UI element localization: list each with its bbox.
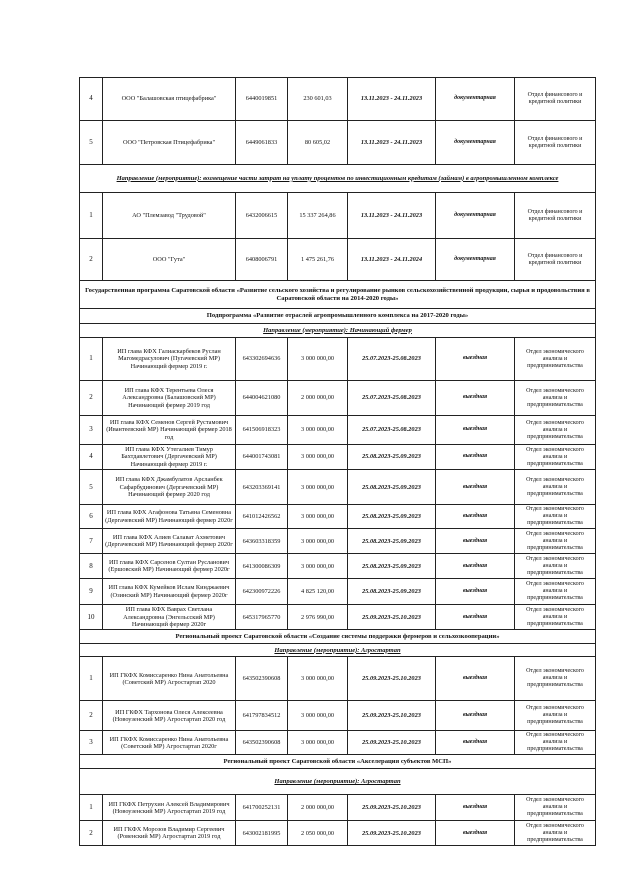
responsible-department: Отдел экономического анализа и предпринимательства xyxy=(515,505,596,529)
inn-cell: 643502390608 xyxy=(236,731,288,755)
responsible-department: Отдел экономического анализа и предпринимательства xyxy=(515,338,596,381)
inspection-form: документарная xyxy=(436,193,515,239)
responsible-department: Отдел финансового и кредитной политики xyxy=(515,193,596,239)
responsible-department: Отдел экономического анализа и предпринимательства xyxy=(515,579,596,605)
table-row xyxy=(80,701,596,731)
responsible-department: Отдел экономического анализа и предпринимательства xyxy=(515,381,596,416)
inspection-period: 25.07.2023-25.08.2023 xyxy=(348,416,436,445)
entity-name: ИП глава КФХ Терентьева Олеся Александровна (Балашовский МР) Начинающий фермер 2019 год xyxy=(103,381,236,416)
program-title: Региональный проект Саратовской области «Создание системы поддержки фермеров и сельхозкооперации» xyxy=(80,630,596,644)
table-row xyxy=(80,121,596,165)
entity-name: ИП глава КФХ Семенов Сергей Рустамович (Ивантеевский МР) Начинающий фермер 2018 год xyxy=(103,416,236,445)
program-title: Государственная программа Саратовской области «Развитие сельского хозяйства и регулирование рынков сельскохозяйственной продукции, сырья и продовольствия в Саратовской области на 2014-2020 годы» xyxy=(80,281,596,309)
table-row xyxy=(80,529,596,554)
inn-cell: 642300972226 xyxy=(236,579,288,605)
table-row xyxy=(80,505,596,529)
inspection-period: 25.08.2023-25.09.2023 xyxy=(348,505,436,529)
table-row xyxy=(80,657,596,701)
entity-name: ИП глава КФХ Сарсенов Султан Русланович (Ершовский МР) Начинающий фермер 2020г xyxy=(103,554,236,579)
responsible-department: Отдел экономического анализа и предпринимательства xyxy=(515,795,596,821)
table-row xyxy=(80,239,596,281)
table-row xyxy=(80,470,596,505)
row-number: 3 xyxy=(80,416,103,445)
inn-cell: 643603318359 xyxy=(236,529,288,554)
inspection-form: выездная xyxy=(436,381,515,416)
inn-cell: 6440019851 xyxy=(236,78,288,121)
row-number: 4 xyxy=(80,78,103,121)
inspection-period: 25.08.2023-25.09.2023 xyxy=(348,579,436,605)
row-number: 5 xyxy=(80,470,103,505)
table-row xyxy=(80,605,596,630)
entity-name: ИП глава КФХ Агафонова Татьяна Семеновна (Дергачевский МР) Начинающий фермер 2020г xyxy=(103,505,236,529)
subsidy-amount: 3 000 000,00 xyxy=(288,529,348,554)
inspection-form: выездная xyxy=(436,821,515,846)
subsidy-amount: 3 000 000,00 xyxy=(288,338,348,381)
entity-name: ИП ГКФХ Комиссаренко Нина Анатольевна (Советский МР) Агростартап 2020г xyxy=(103,731,236,755)
direction-row xyxy=(80,644,596,657)
table-row xyxy=(80,445,596,470)
row-number: 10 xyxy=(80,605,103,630)
inspection-form: документарная xyxy=(436,121,515,165)
direction-row xyxy=(80,769,596,795)
subsidy-amount: 3 000 000,00 xyxy=(288,445,348,470)
row-number: 1 xyxy=(80,193,103,239)
direction-title: Направление (мероприятие): Начинающий фермер xyxy=(80,324,596,338)
row-number: 2 xyxy=(80,381,103,416)
inspection-form: документарная xyxy=(436,239,515,281)
table-row xyxy=(80,731,596,755)
responsible-department: Отдел финансового и кредитной политики xyxy=(515,121,596,165)
direction-title: Направление (мероприятие): возмещение части затрат на уплату процентов по инвестиционным кредитам (займам) в агропромышленном комплексе xyxy=(80,165,596,193)
inspection-period: 25.09.2023-25.10.2023 xyxy=(348,701,436,731)
program-heading-row xyxy=(80,309,596,324)
entity-name: ИП ГКФХ Морозов Владимир Сергеевич (Ровенский МР) Агростартап 2019 год xyxy=(103,821,236,846)
responsible-department: Отдел экономического анализа и предпринимательства xyxy=(515,605,596,630)
inspection-form: выездная xyxy=(436,338,515,381)
direction-title: Направление (мероприятие): Агростартап xyxy=(80,769,596,795)
subsidy-amount: 15 337 264,86 xyxy=(288,193,348,239)
program-title: Подпрограмма «Развитие отраслей агропромышленного комплекса на 2017-2020 годы» xyxy=(80,309,596,324)
subsidy-amount: 2 976 990,00 xyxy=(288,605,348,630)
row-number: 8 xyxy=(80,554,103,579)
inspection-period: 13.11.2023 - 24.11.2023 xyxy=(348,193,436,239)
subsidy-amount: 2 000 000,00 xyxy=(288,381,348,416)
inspection-form: выездная xyxy=(436,416,515,445)
row-number: 4 xyxy=(80,445,103,470)
inn-cell: 641797834512 xyxy=(236,701,288,731)
entity-name: ИП ГКФХ Комиссаренко Нина Анатольевна (Советский МР) Агростартап 2020 xyxy=(103,657,236,701)
row-number: 9 xyxy=(80,579,103,605)
table-row xyxy=(80,381,596,416)
inn-cell: 643502390608 xyxy=(236,657,288,701)
inn-cell: 643203369141 xyxy=(236,470,288,505)
row-number: 3 xyxy=(80,731,103,755)
table-row xyxy=(80,554,596,579)
entity-name: ИП ГКФХ Петрухин Алексей Владимирович (Новоузенский МР) Агростартап 2019 год xyxy=(103,795,236,821)
inspection-form: выездная xyxy=(436,731,515,755)
subsidy-amount: 80 605,02 xyxy=(288,121,348,165)
subsidy-amount: 3 000 000,00 xyxy=(288,657,348,701)
table-row xyxy=(80,416,596,445)
inspection-form: документарная xyxy=(436,78,515,121)
program-heading-row xyxy=(80,281,596,309)
subsidy-amount: 2 000 000,00 xyxy=(288,795,348,821)
inn-cell: 641012426562 xyxy=(236,505,288,529)
inn-cell: 641700252131 xyxy=(236,795,288,821)
responsible-department: Отдел экономического анализа и предпринимательства xyxy=(515,529,596,554)
inspection-period: 25.07.2023-25.08.2023 xyxy=(348,338,436,381)
inspection-form: выездная xyxy=(436,605,515,630)
subsidy-amount: 3 000 000,00 xyxy=(288,505,348,529)
inspection-period: 13.11.2023 - 24.11.2023 xyxy=(348,78,436,121)
inspection-form: выездная xyxy=(436,529,515,554)
row-number: 1 xyxy=(80,795,103,821)
inspection-form: выездная xyxy=(436,701,515,731)
inspection-period: 25.08.2023-25.09.2023 xyxy=(348,554,436,579)
inn-cell: 644004621080 xyxy=(236,381,288,416)
row-number: 7 xyxy=(80,529,103,554)
entity-name: ИП глава КФХ Кумейков Ислам Кинджаевич (Озинский МР) Начинающий фермер 2020г xyxy=(103,579,236,605)
row-number: 1 xyxy=(80,657,103,701)
inspection-period: 25.09.2023-25.10.2023 xyxy=(348,795,436,821)
inspection-form: выездная xyxy=(436,470,515,505)
direction-row xyxy=(80,324,596,338)
row-number: 1 xyxy=(80,338,103,381)
direction-title: Направление (мероприятие): Агростартап xyxy=(80,644,596,657)
subsidy-amount: 2 050 000,00 xyxy=(288,821,348,846)
inspection-form: выездная xyxy=(436,657,515,701)
subsidy-amount: 230 601,03 xyxy=(288,78,348,121)
inn-cell: 641506918323 xyxy=(236,416,288,445)
subsidy-amount: 3 000 000,00 xyxy=(288,701,348,731)
inspection-form: выездная xyxy=(436,445,515,470)
row-number: 2 xyxy=(80,701,103,731)
inspection-period: 13.11.2023 - 24.11.2024 xyxy=(348,239,436,281)
inspection-form: выездная xyxy=(436,579,515,605)
inn-cell: 645317965770 xyxy=(236,605,288,630)
inn-cell: 643002181995 xyxy=(236,821,288,846)
entity-name: ООО "Петровская Птицефабрика" xyxy=(103,121,236,165)
subsidy-amount: 3 000 000,00 xyxy=(288,416,348,445)
row-number: 6 xyxy=(80,505,103,529)
inspection-form: выездная xyxy=(436,554,515,579)
entity-name: ИП глава КФХ Ваврах Светлана Александровна (Энгельсский МР) Начинающий фермер 2020г xyxy=(103,605,236,630)
responsible-department: Отдел экономического анализа и предпринимательства xyxy=(515,470,596,505)
inspection-form: выездная xyxy=(436,505,515,529)
inspection-plan-table xyxy=(79,77,596,846)
entity-name: ИП глава КФХ Утегалиев Тимур Бахтдавлетович (Дергачевский МР) Начинающий фермер 2019 г. xyxy=(103,445,236,470)
inspection-period: 25.09.2023-25.10.2023 xyxy=(348,731,436,755)
program-heading-row xyxy=(80,630,596,644)
inspection-plan-table-container xyxy=(79,77,595,846)
responsible-department: Отдел экономического анализа и предпринимательства xyxy=(515,445,596,470)
responsible-department: Отдел финансового и кредитной политики xyxy=(515,78,596,121)
inspection-form: выездная xyxy=(436,795,515,821)
inspection-period: 25.08.2023-25.09.2023 xyxy=(348,529,436,554)
direction-row xyxy=(80,165,596,193)
table-row xyxy=(80,795,596,821)
responsible-department: Отдел экономического анализа и предпринимательства xyxy=(515,701,596,731)
entity-name: АО "Племзавод "Трудовой" xyxy=(103,193,236,239)
subsidy-amount: 3 000 000,00 xyxy=(288,470,348,505)
responsible-department: Отдел экономического анализа и предпринимательства xyxy=(515,821,596,846)
table-row xyxy=(80,78,596,121)
inspection-period: 25.09.2023-25.10.2023 xyxy=(348,605,436,630)
inn-cell: 644001743081 xyxy=(236,445,288,470)
inn-cell: 6408006791 xyxy=(236,239,288,281)
program-title: Региональный проект Саратовской области «Акселерация субъектов МСП» xyxy=(80,755,596,769)
inn-cell: 641300086309 xyxy=(236,554,288,579)
inspection-period: 25.07.2023-25.08.2023 xyxy=(348,381,436,416)
inspection-period: 25.08.2023-25.09.2023 xyxy=(348,470,436,505)
inspection-period: 25.08.2023-25.09.2023 xyxy=(348,445,436,470)
inn-cell: 643302694636 xyxy=(236,338,288,381)
responsible-department: Отдел экономического анализа и предпринимательства xyxy=(515,416,596,445)
table-row xyxy=(80,821,596,846)
subsidy-amount: 1 475 261,76 xyxy=(288,239,348,281)
entity-name: ИП глава КФХ Алиев Салават Ахметович (Дергачевский МР) Начинающий фермер 2020г xyxy=(103,529,236,554)
inspection-period: 25.09.2023-25.10.2023 xyxy=(348,657,436,701)
subsidy-amount: 4 825 120,00 xyxy=(288,579,348,605)
responsible-department: Отдел экономического анализа и предпринимательства xyxy=(515,657,596,701)
responsible-department: Отдел экономического анализа и предпринимательства xyxy=(515,554,596,579)
row-number: 2 xyxy=(80,239,103,281)
entity-name: ООО "Гута" xyxy=(103,239,236,281)
table-row xyxy=(80,193,596,239)
inn-cell: 6432006615 xyxy=(236,193,288,239)
entity-name: ИП глава КФХ Джамбулатов Арсланбек Сафарбудинович (Дергачевский МР) Начинающий фермер 2020 год xyxy=(103,470,236,505)
entity-name: ООО "Балашовская птицефабрика" xyxy=(103,78,236,121)
table-body xyxy=(80,78,596,846)
entity-name: ИП ГКФХ Тархонова Олеся Алексеевна (Новоузенский МР) Агростартап 2020 год xyxy=(103,701,236,731)
program-heading-row xyxy=(80,755,596,769)
row-number: 5 xyxy=(80,121,103,165)
row-number: 2 xyxy=(80,821,103,846)
entity-name: ИП глава КФХ Галиаскарбеков Руслан Магомедрасулович (Пугачевский МР) Начинающий фермер 2019 г. xyxy=(103,338,236,381)
subsidy-amount: 3 000 000,00 xyxy=(288,731,348,755)
responsible-department: Отдел экономического анализа и предпринимательства xyxy=(515,731,596,755)
inspection-period: 25.09.2023-25.10.2023 xyxy=(348,821,436,846)
responsible-department: Отдел финансового и кредитной политики xyxy=(515,239,596,281)
inspection-period: 13.11.2023 - 24.11.2023 xyxy=(348,121,436,165)
table-row xyxy=(80,579,596,605)
inn-cell: 6449061833 xyxy=(236,121,288,165)
table-row xyxy=(80,338,596,381)
subsidy-amount: 3 000 000,00 xyxy=(288,554,348,579)
